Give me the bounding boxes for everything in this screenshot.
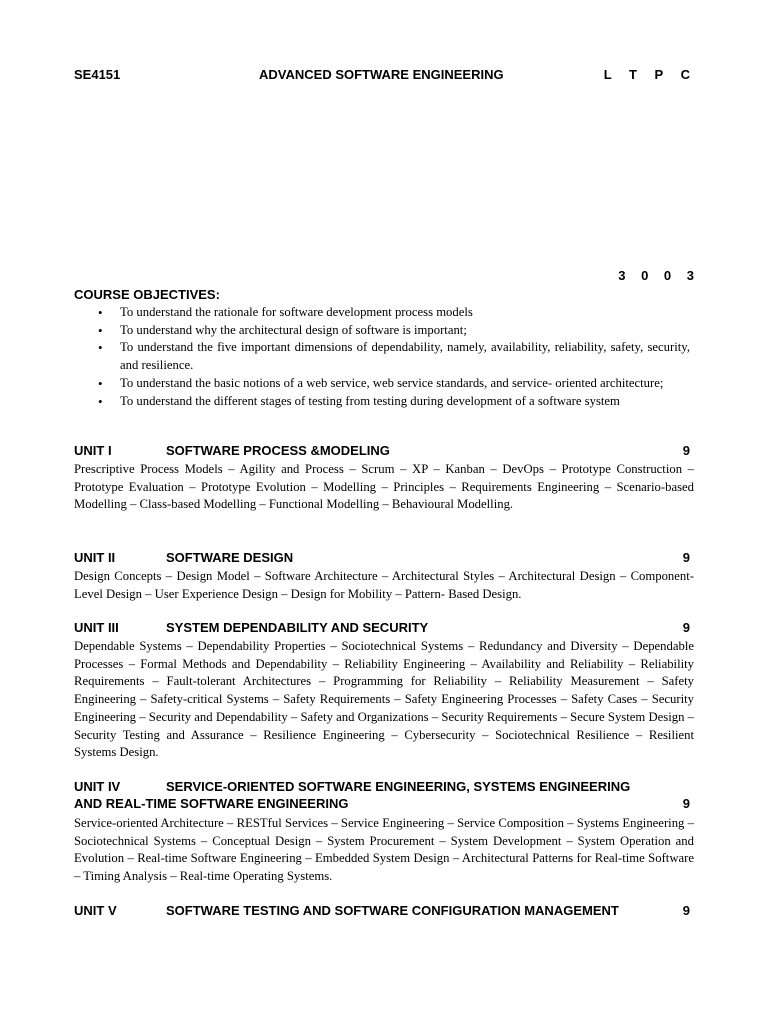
unit-heading	[74, 620, 694, 638]
ltpc-label: L T P C	[603, 67, 697, 82]
unit-title: SOFTWARE DESIGN	[166, 550, 294, 565]
objective-item: • To understand the different stages of testing from testing during development of a software system	[74, 393, 690, 411]
unit-number: UNIT II	[74, 550, 116, 565]
unit-heading	[74, 903, 694, 921]
unit-heading	[74, 779, 694, 815]
unit-hours: 9	[682, 796, 690, 811]
unit-number: UNIT IV	[74, 779, 121, 794]
unit-title: SYSTEM DEPENDABILITY AND SECURITY	[166, 620, 429, 635]
objectives-list	[74, 304, 690, 410]
unit-number: UNIT I	[74, 443, 112, 458]
credits-value: 3 0 0 3	[618, 268, 700, 283]
unit-title-line2: AND REAL-TIME SOFTWARE ENGINEERING	[74, 796, 349, 811]
unit-hours: 9	[682, 443, 690, 458]
unit-2	[74, 550, 694, 603]
unit-number: UNIT V	[74, 903, 117, 918]
course-code: SE4151	[74, 67, 121, 82]
unit-5	[74, 903, 694, 921]
objectives-heading: COURSE OBJECTIVES:	[74, 287, 220, 302]
objective-item: • To understand the five important dimensions of dependability, namely, availability, reliability, safety, security, and resilience.	[74, 339, 690, 374]
unit-title: SOFTWARE TESTING AND SOFTWARE CONFIGURATION MANAGEMENT	[166, 903, 619, 918]
course-title: ADVANCED SOFTWARE ENGINEERING	[259, 67, 504, 82]
unit-title: SOFTWARE PROCESS &MODELING	[166, 443, 390, 458]
unit-hours: 9	[682, 550, 690, 565]
unit-4	[74, 779, 694, 886]
unit-hours: 9	[682, 903, 690, 918]
objective-item: • To understand the rationale for software development process models	[74, 304, 690, 322]
unit-hours: 9	[682, 620, 690, 635]
objective-item: • To understand the basic notions of a web service, web service standards, and service- oriented architecture;	[74, 375, 690, 393]
course-header	[74, 67, 697, 85]
unit-heading	[74, 443, 694, 461]
unit-1	[74, 443, 694, 514]
unit-number: UNIT III	[74, 620, 119, 635]
unit-3	[74, 620, 694, 762]
objective-item: • To understand why the architectural design of software is important;	[74, 322, 690, 340]
unit-content: Service-oriented Architecture – RESTful Services – Service Engineering – Service Composition – Systems Engineering – Sociotechnical Systems – Conceptual Design – System Procurement – System Development – System Operation and Evolution – Real-time Software Engineering – Embedded System Design – Architectural Patterns for Real-time Software – Timing Analysis – Real-time Operating Systems.	[74, 816, 694, 884]
unit-content: Design Concepts – Design Model – Software Architecture – Architectural Styles – Architectural Design – Component-Level Design – User Experience Design – Design for Mobility – Pattern- Based Design.	[74, 569, 694, 601]
unit-content: Dependable Systems – Dependability Properties – Sociotechnical Systems – Redundancy and Diversity – Dependable Processes – Formal Methods and Dependability – Reliability Engineering – Availability and Reliability – Reliability Requirements – Fault-tolerant Architectures – Programming for Reliability – Reliability Measurement – Safety Engineering – Safety-critical Systems – Safety Requirements – Safety Engineering Processes – Safety Cases – Security Engineering – Security and Dependability – Safety and Organizations – Security Requirements – Secure System Design – Security Testing and Assurance – Resilience Engineering – Cybersecurity – Sociotechnical Resilience – Resilient Systems Design.	[74, 639, 694, 760]
unit-content: Prescriptive Process Models – Agility and Process – Scrum – XP – Kanban – DevOps – Prototype Construction – Prototype Evaluation – Prototype Evolution – Modelling – Principles – Requirements Engineering – Scenario-based Modelling – Class-based Modelling – Functional Modelling – Behavioural Modelling.	[74, 462, 694, 512]
unit-title: SERVICE-ORIENTED SOFTWARE ENGINEERING, SYSTEMS ENGINEERING	[166, 779, 631, 794]
unit-heading	[74, 550, 694, 568]
